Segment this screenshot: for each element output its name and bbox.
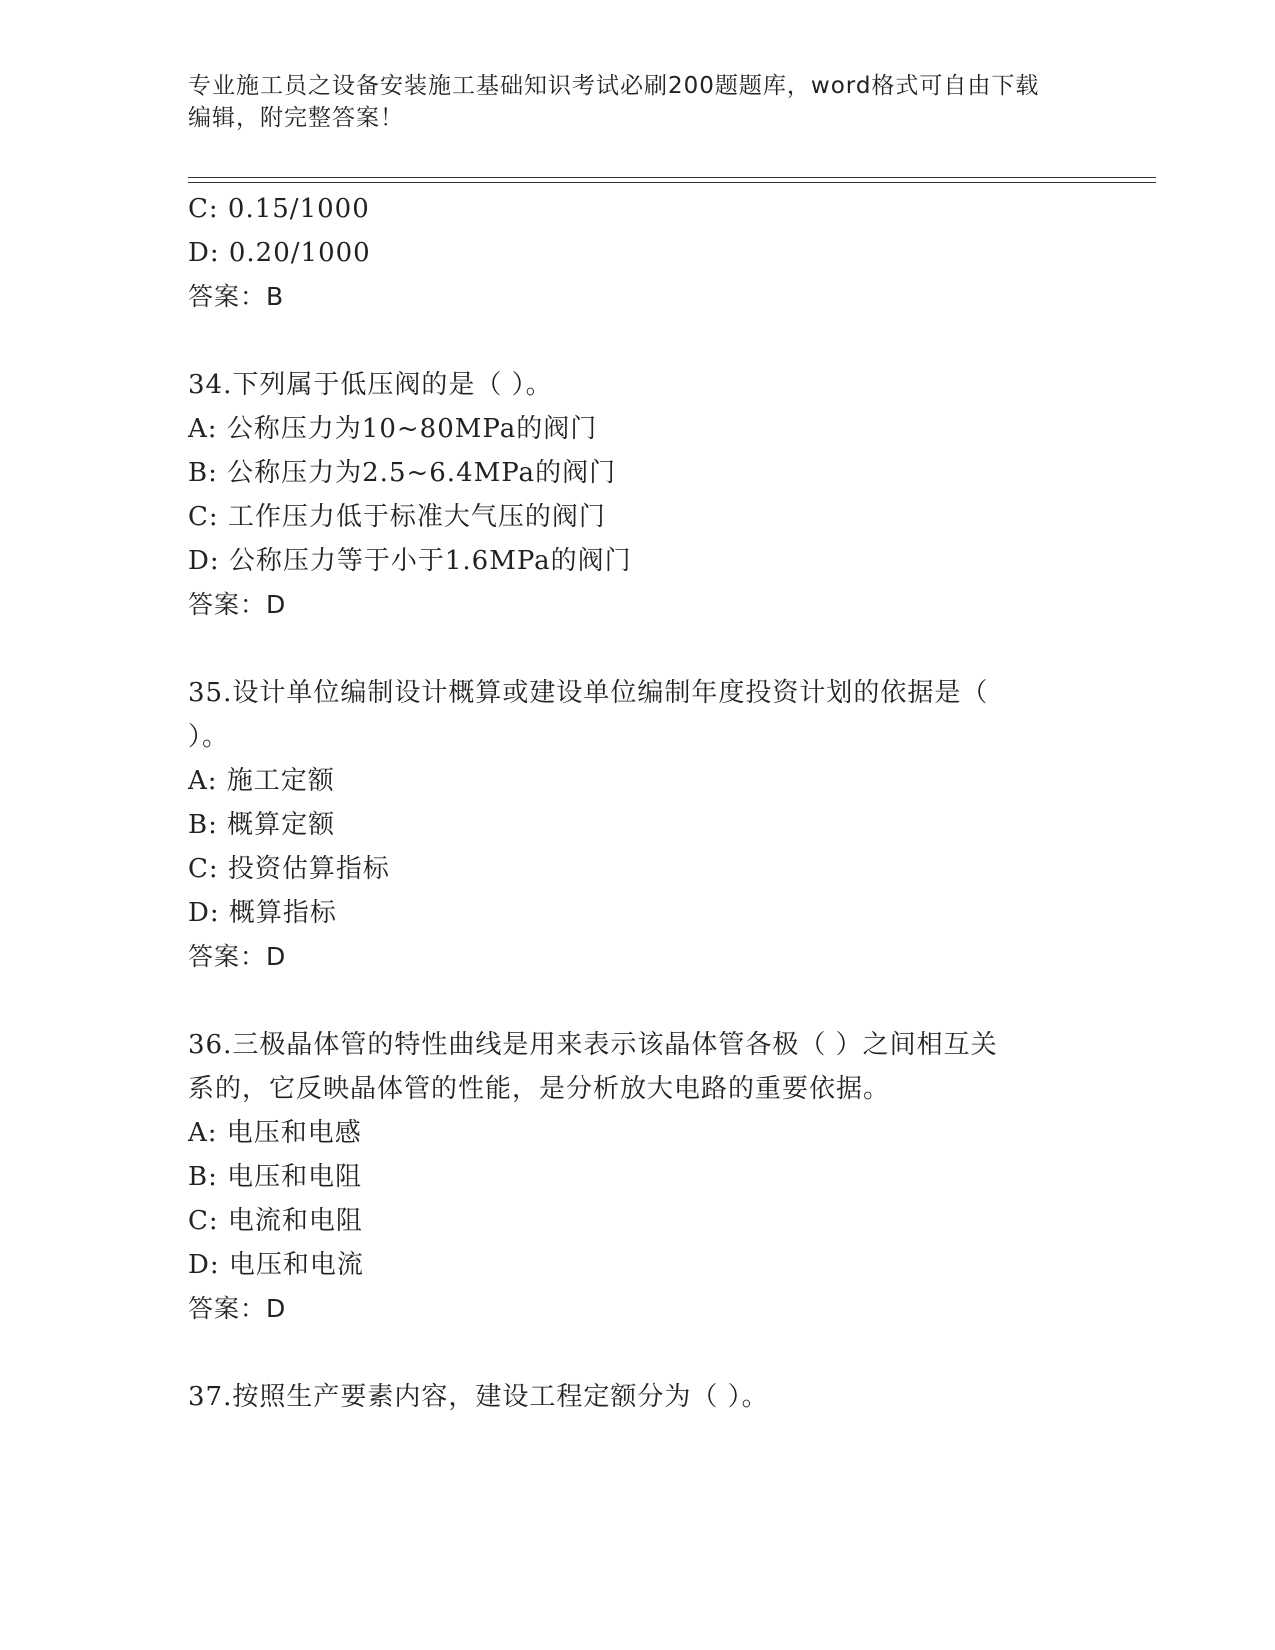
question-37-stem: 37.按照生产要素内容，建设工程定额分为（ ）。 [188,1382,769,1412]
header-divider-bottom [188,182,1156,183]
header-line-1: 专业施工员之设备安装施工基础知识考试必刷200题题库，word格式可自由下载 [188,73,1040,99]
question-34-stem: 34.下列属于低压阀的是（ ）。 [188,370,553,400]
option-d: D: 电压和电流 [188,1250,364,1280]
option-c: C: 工作压力低于标准大气压的阀门 [188,502,606,532]
answer-line: 答案：B [188,282,285,311]
document-header [188,70,1088,134]
option-a: A: 施工定额 [188,766,335,796]
question-36-stem-cont: 系的，它反映晶体管的性能，是分析放大电路的重要依据。 [188,1074,891,1104]
option-c: C: 电流和电阻 [188,1206,363,1236]
option-a: A: 公称压力为10~80MPa的阀门 [188,414,598,444]
option-b: B: 电压和电阻 [188,1162,363,1192]
question-35-stem-cont: ）。 [188,722,230,752]
answer-line: 答案：D [188,1294,287,1323]
answer-line: 答案：D [188,590,287,619]
header-divider-top [188,177,1156,178]
option-c: C: 0.15/1000 [188,194,370,224]
option-d: D: 0.20/1000 [188,238,371,268]
header-line-2: 编辑，附完整答案！ [188,105,404,131]
question-35-stem: 35.设计单位编制设计概算或建设单位编制年度投资计划的依据是（ [188,678,989,708]
option-b: B: 概算定额 [188,810,336,840]
option-b: B: 公称压力为2.5~6.4MPa的阀门 [188,458,617,488]
question-36-stem: 36.三极晶体管的特性曲线是用来表示该晶体管各极（ ）之间相互关 [188,1030,998,1060]
option-d: D: 公称压力等于小于1.6MPa的阀门 [188,546,632,576]
answer-line: 答案：D [188,942,287,971]
option-c: C: 投资估算指标 [188,854,390,884]
option-d: D: 概算指标 [188,898,337,928]
option-a: A: 电压和电感 [188,1118,362,1148]
